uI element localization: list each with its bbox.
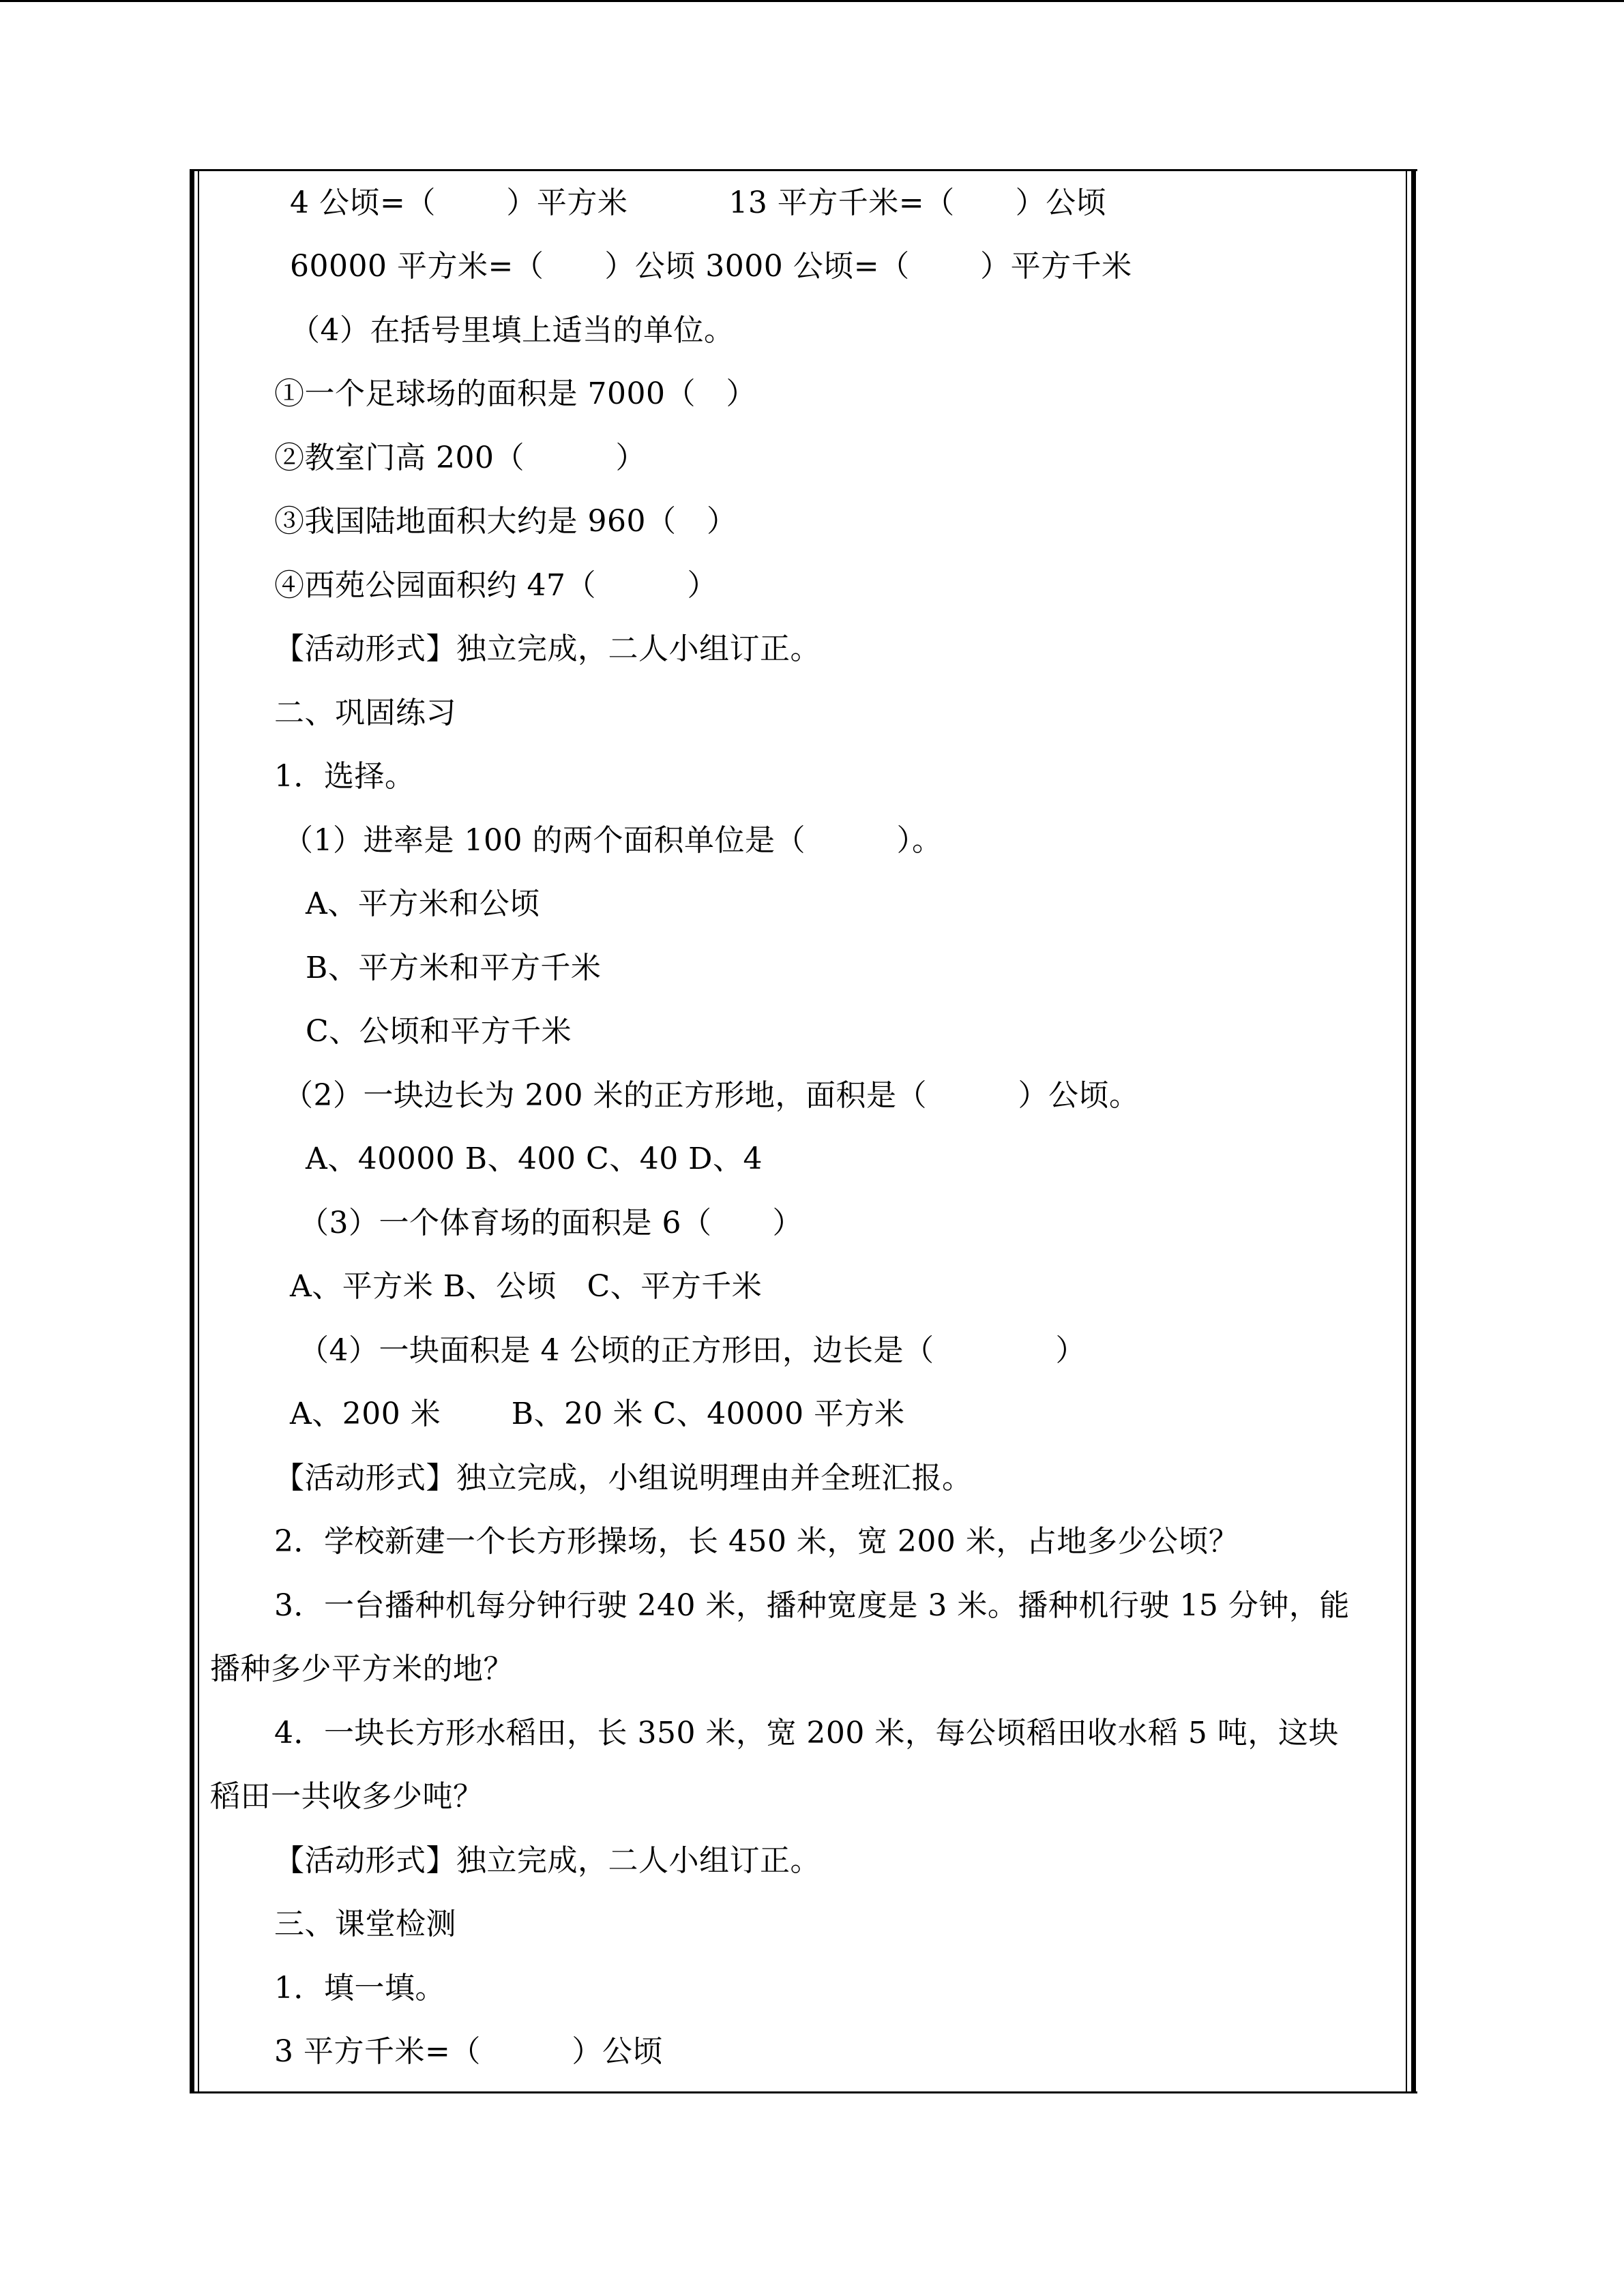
choice-question-4-options: A、200 米 B、20 米 C、40000 平方米: [290, 1397, 905, 1431]
exercise-1-heading: 1．选择。: [274, 759, 415, 794]
section-heading-class-test: 三、课堂检测: [274, 1907, 456, 1941]
activity-note-2: 【活动形式】独立完成，小组说明理由并全班汇报。: [274, 1461, 973, 1495]
frame-right-thick-border: [1411, 169, 1416, 2093]
choice-question-3-options: A、平方米 B、公顷 C、平方千米: [290, 1269, 763, 1304]
test-1-heading: 1．填一填。: [274, 1971, 445, 2006]
choice-question-1: （1）进率是 100 的两个面积单位是（ ）。: [283, 823, 943, 858]
choice-question-1-option-c: C、公顷和平方千米: [306, 1014, 572, 1049]
test-1-item-1: 3 平方千米=（ ）公顷: [274, 2034, 663, 2069]
question-4-item-1: ①一个足球场的面积是 7000（ ）: [274, 376, 756, 411]
exercise-line-conversion-1: 4 公顷=（ ）平方米 13 平方千米=（ ）公顷: [290, 185, 1107, 220]
exercise-3-line-2: 播种多少平方米的地？: [210, 1652, 514, 1686]
frame-left-thin-border: [198, 169, 199, 2093]
section-heading-consolidation: 二、巩固练习: [274, 696, 456, 730]
question-4-item-4: ④西苑公园面积约 47（ ）: [274, 568, 718, 603]
exercise-3-line-1: 3．一台播种机每分钟行驶 240 米，播种宽度是 3 米。播种机行驶 15 分钟，能: [274, 1588, 1350, 1623]
choice-question-3: （3）一个体育场的面积是 6（ ）: [299, 1206, 803, 1240]
exercise-4-line-1: 4．一块长方形水稻田，长 350 米，宽 200 米，每公顷稻田收水稻 5 吨，这块: [274, 1716, 1339, 1750]
choice-question-4: （4）一块面积是 4 公顷的正方形田，边长是（ ）: [299, 1333, 1086, 1368]
exercise-line-conversion-2: 60000 平方米=（ ）公顷 3000 公顷=（ ）平方千米: [290, 249, 1132, 284]
choice-question-1-option-b: B、平方米和平方千米: [306, 951, 602, 985]
top-rule: [0, 0, 1624, 2]
exercise-4-line-2: 稻田一共收多少吨？: [210, 1779, 484, 1814]
frame-right-thin-border: [1406, 169, 1407, 2093]
choice-question-2: （2）一块边长为 200 米的正方形地，面积是（ ）公顷。: [283, 1078, 1140, 1113]
question-4-item-3: ③我国陆地面积大约是 960（ ）: [274, 504, 737, 539]
question-4-heading: （4）在括号里填上适当的单位。: [290, 313, 735, 348]
choice-question-1-option-a: A、平方米和公顷: [306, 886, 540, 921]
choice-question-2-options: A、40000 B、400 C、40 D、4: [306, 1142, 763, 1176]
frame-left-thick-border: [190, 169, 194, 2093]
activity-note-1: 【活动形式】独立完成，二人小组订正。: [274, 631, 821, 666]
question-4-item-2: ②教室门高 200（ ）: [274, 441, 646, 475]
activity-note-3: 【活动形式】独立完成，二人小组订正。: [274, 1843, 821, 1878]
exercise-2: 2．学校新建一个长方形操场，长 450 米，宽 200 米，占地多少公顷？: [274, 1524, 1239, 1559]
